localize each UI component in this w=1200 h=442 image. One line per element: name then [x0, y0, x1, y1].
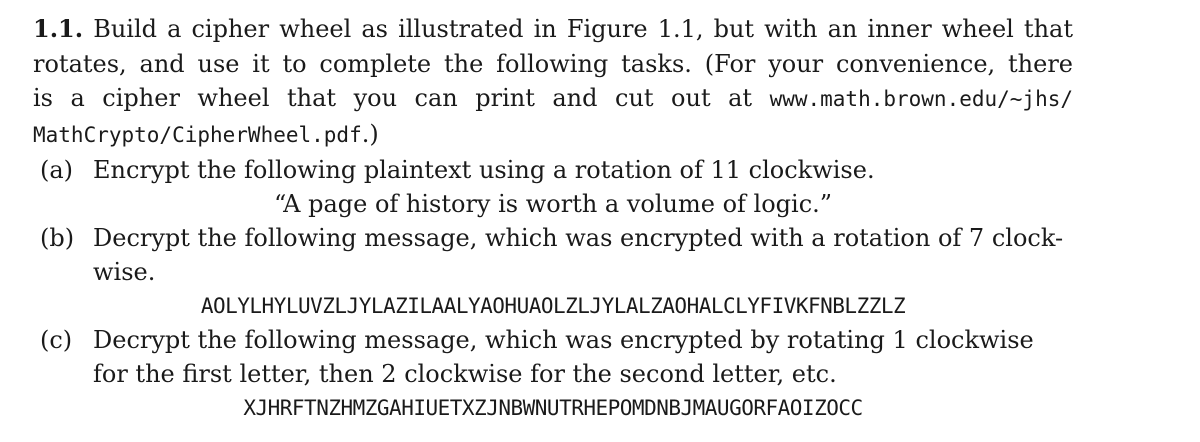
intro-line-2 [33, 47, 1073, 82]
url-link-part-2: MathCrypto/CipherWheel.pdf [33, 122, 362, 147]
exercise-number: 1.1. [33, 14, 84, 43]
intro-line-1 [33, 12, 1073, 47]
part-a [33, 153, 1073, 187]
intro-close: .) [361, 119, 379, 148]
part-b [33, 221, 1073, 289]
part-c-instruction-line-2: for the first letter, then 2 clockwise for the second letter, etc. [93, 360, 837, 388]
part-a-label: (a) [40, 156, 74, 184]
part-a-quote: “A page of history is worth a volume of logic.” [273, 190, 833, 218]
part-b-label: (b) [40, 224, 75, 252]
part-a-instruction: Encrypt the following plaintext using a rotation of 11 clockwise. [93, 156, 875, 184]
part-b-instruction-line-1: Decrypt the following message, which was encrypted with a rotation of 7 clock- [93, 224, 1064, 252]
intro-line-4 [33, 117, 1073, 153]
exercise-block [33, 12, 1073, 425]
part-b-ciphertext: AOLYLHYLUVZLJYLAZILAALYAOHUAOLZLJYLALZAOHALCLYFIVKFNBLZZLZ [200, 294, 906, 318]
part-c [33, 323, 1073, 391]
part-c-label: (c) [40, 326, 73, 354]
part-b-instruction-line-2: wise. [93, 258, 156, 286]
part-c-instruction-line-1: Decrypt the following message, which was encrypted by rotating 1 clockwise [93, 326, 1034, 354]
intro-text-1: Build a cipher wheel as illustrated in Figure 1.1, but with an inner wheel that [93, 15, 1073, 43]
intro-text-2: rotates, and use it to complete the following tasks. (For your convenience, there [33, 49, 1073, 78]
url-link-part-1: www.math.brown.edu/~jhs/ [769, 87, 1073, 111]
intro-text-3: is a cipher wheel that you can print and cut out at [33, 84, 770, 112]
part-c-ciphertext: XJHRFTNZHMZGAHIUETXZJNBWNUTRHEPOMDNBJMAUGORFAOIZOCC [243, 396, 863, 420]
intro-line-3 [33, 81, 1073, 117]
